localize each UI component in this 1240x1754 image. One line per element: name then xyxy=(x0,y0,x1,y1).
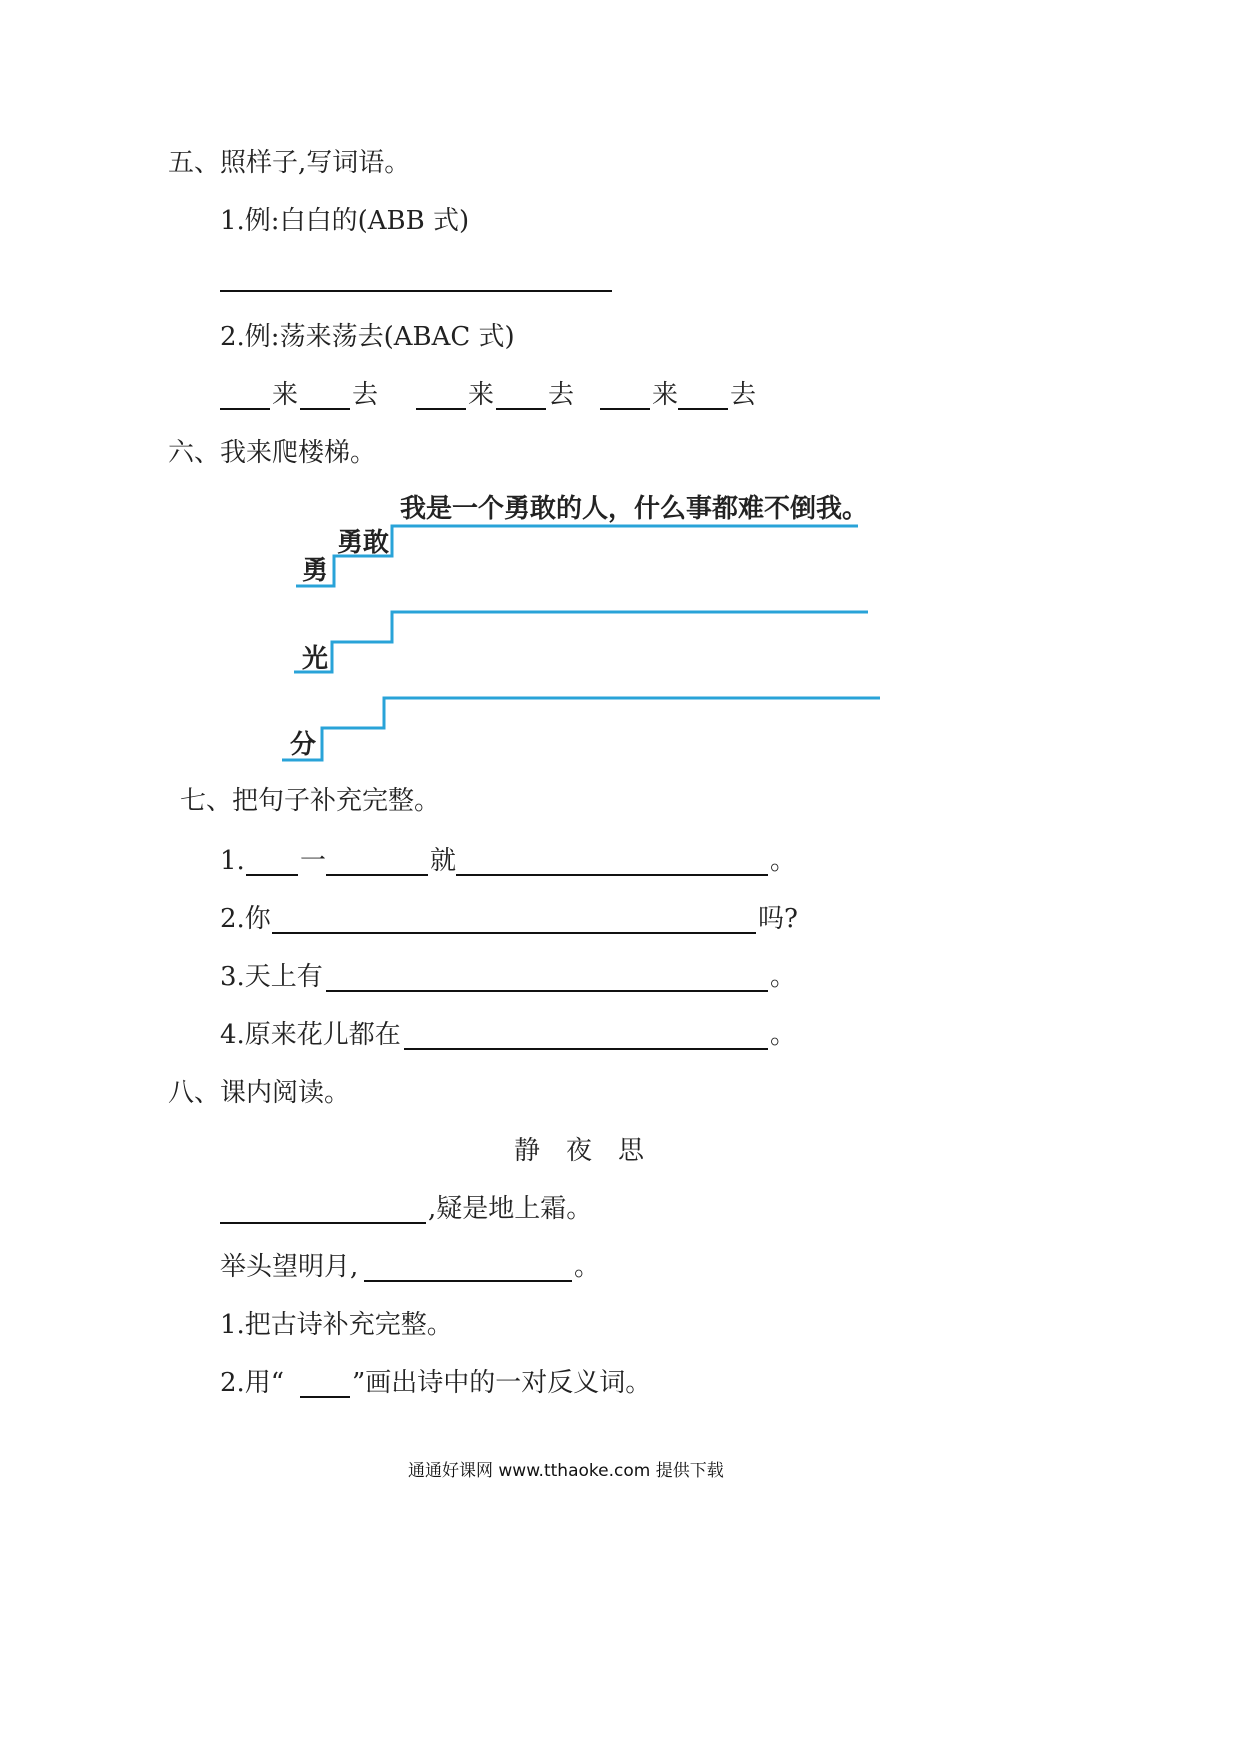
poem-title: 静 夜 思 xyxy=(514,1136,645,1166)
answer-blank[interactable] xyxy=(600,408,650,410)
stair2-start-word: 光 xyxy=(302,644,329,674)
sentence1-number: 1. xyxy=(220,846,245,876)
answer-blank[interactable] xyxy=(496,408,546,410)
sentence4-start: 4.原来花儿都在 xyxy=(220,1020,401,1050)
sentence3-start: 3.天上有 xyxy=(220,962,323,992)
section5-question1: 1.例:白白的(ABB 式) xyxy=(220,206,470,236)
underline-sample xyxy=(300,1396,350,1398)
answer-blank[interactable] xyxy=(678,408,728,410)
footer-text: 通通好课网 www.tthaoke.com 提供下载 xyxy=(408,1461,724,1481)
stair1-step2-word: 勇敢 xyxy=(337,528,390,558)
stair1-top-sentence: 我是一个勇敢的人，什么事都难不倒我。 xyxy=(400,494,869,524)
staircase-3 xyxy=(278,692,888,766)
answer-blank[interactable] xyxy=(364,1280,572,1282)
lai-char: 来 xyxy=(652,380,679,410)
section5-heading: 五、照样子,写词语。 xyxy=(168,148,411,178)
sentence3-end: 。 xyxy=(770,962,797,992)
answer-blank[interactable] xyxy=(220,408,270,410)
lai-char: 来 xyxy=(272,380,299,410)
qu-char: 去 xyxy=(548,380,575,410)
answer-blank[interactable] xyxy=(220,1222,426,1224)
answer-blank[interactable] xyxy=(456,874,768,876)
sentence1-yi: 一 xyxy=(300,846,327,876)
stair1-start-word: 勇 xyxy=(302,556,329,586)
stair-line xyxy=(282,698,880,760)
sentence1-jiu: 就 xyxy=(430,846,457,876)
section8-question1: 1.把古诗补充完整。 xyxy=(220,1310,453,1340)
answer-blank[interactable] xyxy=(300,408,350,410)
answer-blank[interactable] xyxy=(404,1048,768,1050)
section8-heading: 八、课内阅读。 xyxy=(168,1078,351,1108)
stair-line xyxy=(294,612,868,672)
section5-question2: 2.例:荡来荡去(ABAC 式) xyxy=(220,322,515,352)
poem-line2-end: 。 xyxy=(574,1252,601,1282)
answer-blank[interactable] xyxy=(416,408,466,410)
section8-question2-start: 2.用“ xyxy=(220,1368,285,1398)
poem-line1-end: ,疑是地上霜。 xyxy=(428,1194,593,1224)
answer-blank[interactable] xyxy=(220,290,612,292)
answer-blank[interactable] xyxy=(272,932,756,934)
section8-question2-end: ”画出诗中的一对反义词。 xyxy=(352,1368,652,1398)
poem-line2-start: 举头望明月, xyxy=(220,1252,359,1282)
qu-char: 去 xyxy=(352,380,379,410)
lai-char: 来 xyxy=(468,380,495,410)
qu-char: 去 xyxy=(730,380,757,410)
stair3-start-word: 分 xyxy=(290,730,317,760)
staircase-2 xyxy=(290,606,880,678)
answer-blank[interactable] xyxy=(326,990,768,992)
answer-blank[interactable] xyxy=(326,874,428,876)
answer-blank[interactable] xyxy=(246,874,298,876)
section7-heading: 七、把句子补充完整。 xyxy=(180,786,441,816)
sentence1-end: 。 xyxy=(770,846,797,876)
sentence4-end: 。 xyxy=(770,1020,797,1050)
sentence2-start: 2.你 xyxy=(220,904,271,934)
section6-heading: 六、我来爬楼梯。 xyxy=(168,438,377,468)
sentence2-end: 吗? xyxy=(758,904,798,934)
